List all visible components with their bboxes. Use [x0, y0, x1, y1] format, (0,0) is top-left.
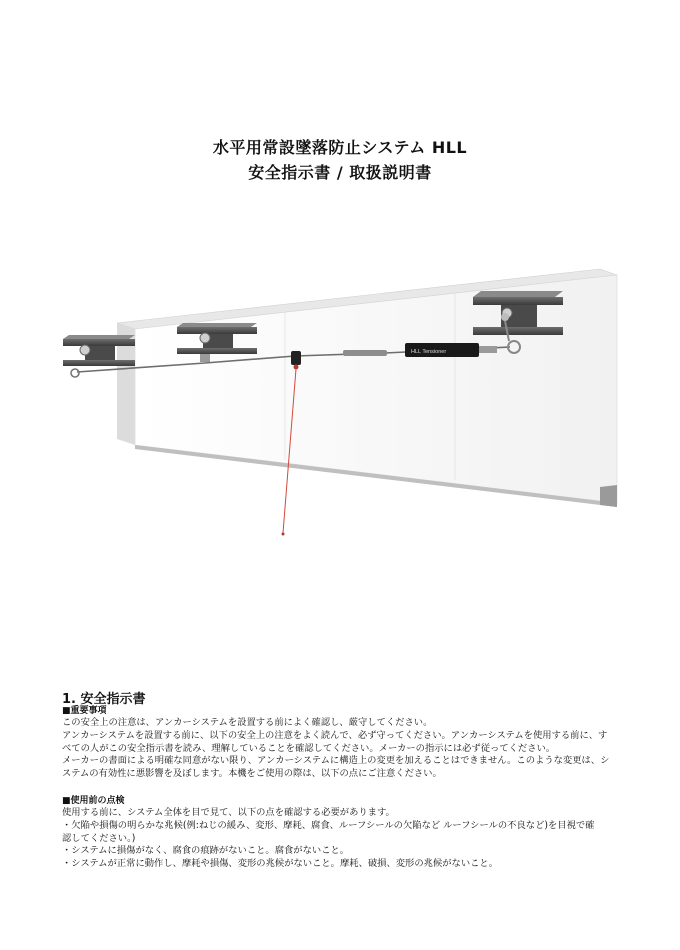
pre-use-inspection	[62, 795, 642, 871]
inspection-line: ・システムが正常に動作し、摩耗や損傷、変形の兆候がないこと。摩耗、破損、変形の兆候がないこと。	[62, 858, 499, 870]
important-line: この安全上の注意は、アンカーシステムを設置する前によく確認し、厳守してください。	[62, 717, 433, 728]
inspection-line: ・システムに損傷がなく、腐食の痕跡がないこと。腐食がないこと。	[62, 845, 350, 857]
important-subheading: ■重要事項	[62, 706, 107, 716]
document-title: 水平用常設墜落防止システム HLL	[212, 138, 468, 157]
important-notes	[62, 705, 642, 781]
inspection-line: 使用する前に、システム全体を目で見て、以下の点を確認する必要があります。	[62, 807, 395, 818]
inspection-line: 認してください。)	[62, 832, 136, 844]
section-heading: 1. 安全指示書	[62, 692, 146, 707]
lifeline-system-illustration	[55, 255, 635, 545]
important-line: べての人がこの安全指示書を読み、理解していることを確認してください。メーカーの指示には必ず従ってください。	[62, 742, 556, 754]
inspection-subheading: ■使用前の点検	[62, 796, 125, 806]
important-line: メーカーの書面による明確な同意がない限り、アンカーシステムに構造上の変更を加えることはできません。このような変更は、シ	[62, 755, 610, 767]
end-anchor-left	[71, 369, 79, 377]
tensioner-label: HLL Tensioner	[411, 349, 447, 355]
inspection-line: ・欠陥や損傷の明らかな兆候(例:ねじの緩み、変形、摩耗、腐食、ルーフシールの欠陥など ルーフシールの不良など)を目視で確	[62, 819, 595, 831]
important-line: ステムの有効性に悪影響を及ぼします。本機をご使用の際は、以下の点にご注意ください。	[62, 768, 442, 780]
document-subtitle: 安全指示書 / 取扱説明書	[248, 163, 432, 182]
important-line: アンカーシステムを設置する前に、以下の安全上の注意をよく読んで、必ず守ってください。アンカーシステムを使用する前に、す	[62, 729, 608, 741]
turnbuckle	[343, 350, 387, 356]
